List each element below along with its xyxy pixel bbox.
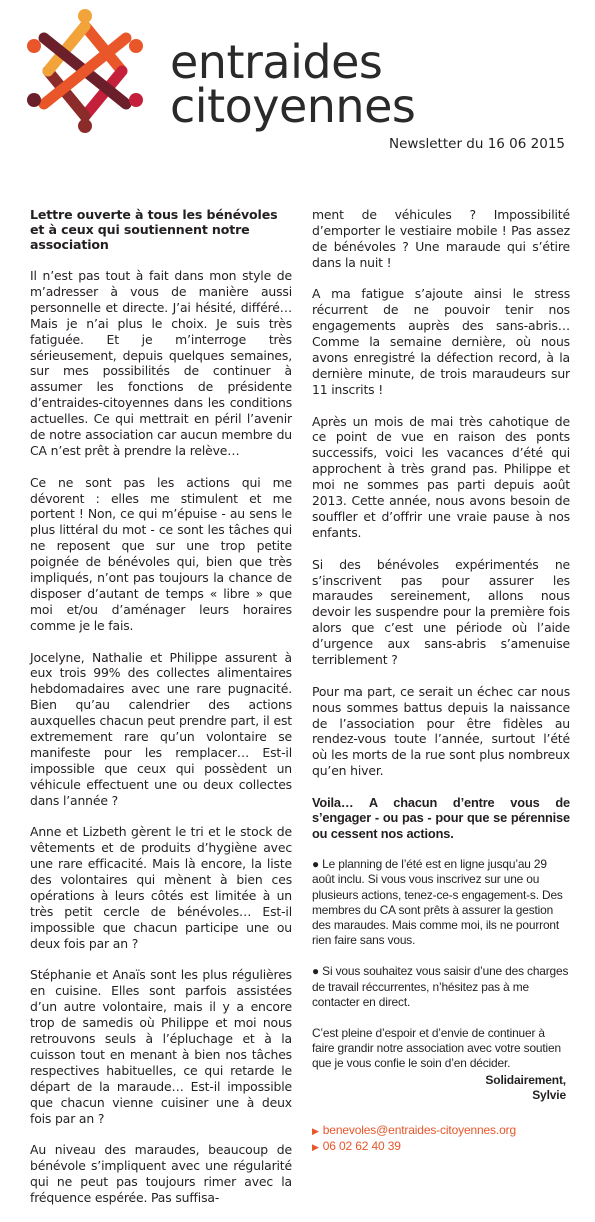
contact-block xyxy=(312,1123,570,1155)
entraides-citoyennes-logo xyxy=(22,8,148,134)
contact-email-link[interactable]: benevoles@entraides-citoyennes.org xyxy=(322,1123,516,1138)
signature-name: Sylvie xyxy=(532,1088,566,1103)
paragraph: Si des bénévoles expérimentés ne s’inscrivent pas pour assurer les maraudes sereinement, allons nous devoir les suspendre pour la première fois alors que c’est une période où l’aide d’urgence aux sans-abris s’amenuise terriblement ? xyxy=(312,556,570,668)
logo-figures xyxy=(44,26,126,116)
contact-email-row xyxy=(312,1123,570,1139)
paragraph: Après un mois de mai très cahotique de ce point de vue en raison des ponts successifs, voici les vacances d’été qui approchent à très grand pas. Philippe et moi ne sommes pas parti depuis août 2013. Cette année, nous avons besoin de souffler et d’offrir une vraie pause à nos enfants. xyxy=(312,413,570,540)
paragraph: Pour ma part, ce serait un échec car nous nous sommes battus depuis la naissance de l’association pour être fidèles au rendez-vous toute l’année, surtout l’été où les morts de la rue sont plus nombreux qu’en hiver. xyxy=(312,683,570,779)
brand-line-1: entraides xyxy=(170,35,383,89)
letter-title xyxy=(30,207,292,252)
bullet-contact: ● Si vous souhaitez vous saisir d’une des charges de travail réccurrentes, n’hésitez pas à me contacter en direct. xyxy=(312,964,569,1009)
letter-left-column xyxy=(30,207,292,1222)
paragraph: ment de véhicules ? Impossibilité d’emporter le vestiaire mobile ! Pas assez de bénévoles ? Une maraude qui s’étire dans la nuit ! xyxy=(312,207,570,270)
contact-phone-row xyxy=(312,1139,570,1155)
contact-phone: 06 02 62 40 39 xyxy=(322,1139,401,1154)
brand-line-2: citoyennes xyxy=(170,79,416,133)
letter-title-line-2: et à ceux qui soutiennent notre association xyxy=(30,222,250,252)
paragraph: Anne et Lizbeth gèrent le tri et le stock de vêtements et de produits d’hygiène avec une rare efficacité. Mais là encore, la liste des volontaires qui mènent à bien ces opérations à leurs côtés est limitée à un très petit cercle de bénévoles… Est-il impossible que chacun participe une ou deux fois par an ? xyxy=(30,824,292,951)
newsletter-date: Newsletter du 16 06 2015 xyxy=(389,136,565,152)
paragraph: A ma fatigue s’ajoute ainsi le stress récurrent de ne pouvoir tenir nos engagements auprès des sans-abris… Comme la semaine dernière, où nous avons enregistré la défection record, à la dernière minute, de trois maraudeurs sur 11 inscrits ! xyxy=(312,286,570,397)
paragraph: Jocelyne, Nathalie et Philippe assurent à eux trois 99% des collectes alimentaires hebdomadaires avec une rare pugnacité. Bien qu’au calendrier des actions auxquelles chacun peut prendre part, il est extremement rare qu’un volontaire se manifeste pour les remplacer… Est-il impossible que ceux qui possèdent un véhicule effectuent une ou deux collectes dans l’année ? xyxy=(30,649,292,808)
arrow-right-icon: ▶ xyxy=(312,1126,319,1137)
arrow-right-icon: ▶ xyxy=(312,1142,319,1153)
brand-name xyxy=(170,35,416,133)
closing-paragraph: C’est pleine d’espoir et d’envie de continuer à faire grandir notre association avec votre soutien que je vous confie le soin d’en décider. xyxy=(312,1025,561,1071)
paragraph: Stéphanie et Anaïs sont les plus régulières en cuisine. Elles sont parfois assistées d’un autre volontaire, mais il y a encore trop de samedis où Philippe et moi nous retrouvons seuls à l’épluchage et à la cuisson tout en menant à bien nos tâches respectives habituelles, ce qui retarde le départ de la maraude… Est-il impossible que chacun vienne cuisiner une à deux fois par an ? xyxy=(30,967,292,1126)
paragraph: Au niveau des maraudes, beaucoup de bénévole s’impliquent avec une régularité qui ne peut pas toujours rimer avec la fréquence espérée. Pas suffisa- xyxy=(30,1142,292,1206)
signature-greeting: Solidairement, xyxy=(485,1073,566,1088)
letter-title-line-1: Lettre ouverte à tous les bénévoles xyxy=(30,207,278,222)
paragraph: Ce ne sont pas les actions qui me dévorent : elles me stimulent et me portent ! Non, ce qui m’épuise - au sens le plus littéral du mot - ce sont les tâches qui ne reposent que sur une trop petite poignée de bénévoles qui, bien que très impliqués, n’ont pas toujours la chance de disposer d’autant de temps « libre » que moi et/ou d’aménager leurs horaires comme je le fais. xyxy=(30,474,292,633)
bullet-planning: ● Le planning de l’été est en ligne jusqu’au 29 août inclu. Si vous vous inscrivez sur une ou plusieurs actions, tenez-ce-s engagement-s. Des membres du CA sont prêts à assurer la gestion des maraudes. Mais comme moi, ils ne pourront rien faire sans vous. xyxy=(312,857,563,948)
paragraph: Il n’est pas tout à fait dans mon style de m’adresser à vous de manière aussi personnelle et directe. J’ai hésité, différé… Mais je n’ai plus le choix. Je suis très fatiguée. Et je m’interroge très sérieusement, depuis quelques semaines, sur mes possibilités de continuer à assumer les fonctions de présidente d’entraides-citoyennes dans les conditions actuelles. Ce qui mettrait en péril l’avenir de notre association car aucun membre du CA n’est prêt à prendre la relève… xyxy=(30,268,292,458)
letter-right-column xyxy=(312,207,570,1155)
call-to-action: Voila… A chacun d’entre vous de s’engager - ou pas - pour que se pérennise ou cessent nos actions. xyxy=(312,794,570,841)
